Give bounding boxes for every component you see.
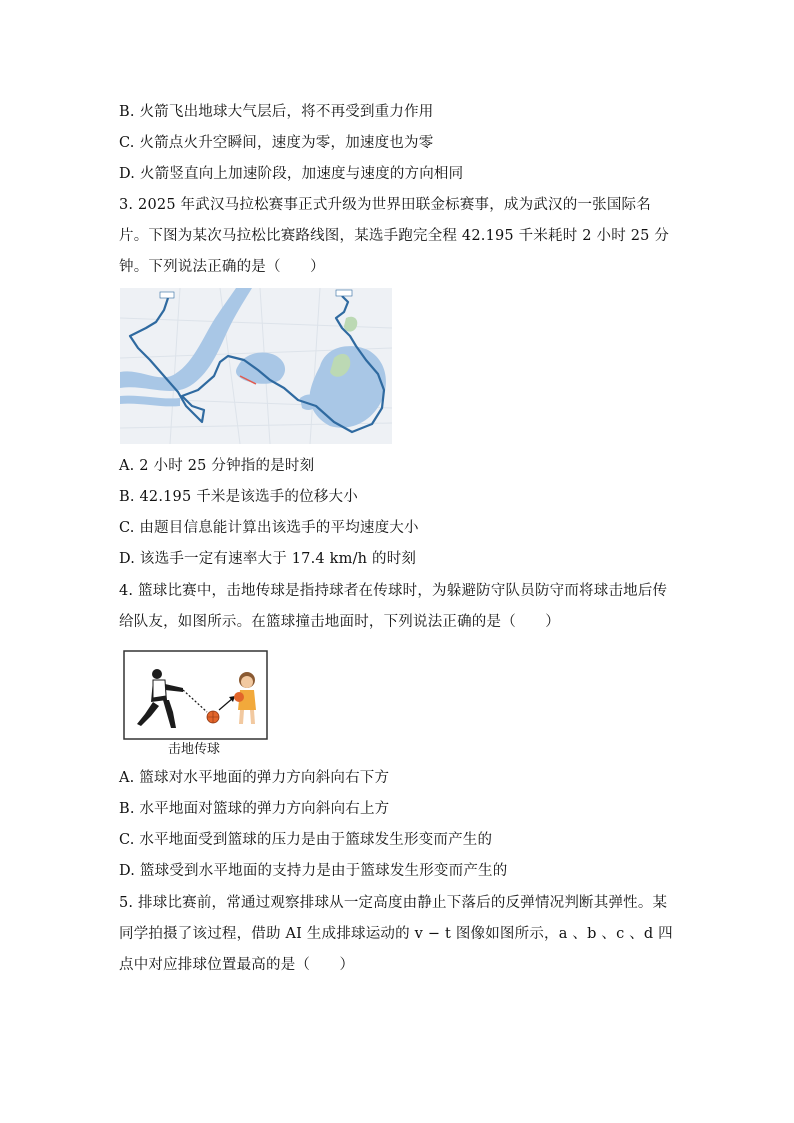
q4-option-b: B. 水平地面对篮球的弹力方向斜向右上方 [119, 801, 390, 817]
q3-stem: 3. 2025 年武汉马拉松赛事正式升级为世界田联金标赛事，成为武汉的一张国际名片。下图为某次马拉松比赛路线图，某选手跑完全程 42.195 千米耗时 2 小时 25 分钟。下列说法正确的是（ ） [119, 197, 670, 275]
q5-stem: 5. 排球比赛前，常通过观察排球从一定高度由静止下落后的反弹情况判断其弹性。某同学拍摄了该过程，借助 AI 生成排球运动的 v − t 图像如图所示，a 、b 、c 、d 四点中对应排球位置最高的是（ ） [119, 895, 673, 973]
q4-option-d: D. 篮球受到水平地面的支持力是由于篮球发生形变而产生的 [119, 863, 508, 879]
q2-option-b: B. 火箭飞出地球大气层后，将不再受到重力作用 [119, 104, 434, 120]
q3-option-c: C. 由题目信息能计算出该选手的平均速度大小 [119, 520, 419, 536]
bounce-pass-figure [123, 650, 268, 740]
q2-option-c: C. 火箭点火升空瞬间，速度为零，加速度也为零 [119, 135, 434, 151]
figure-caption: 击地传球 [168, 742, 221, 757]
q3-option-a: A. 2 小时 25 分钟指的是时刻 [119, 458, 315, 474]
bounce-pass-graphic [123, 650, 268, 740]
q4-stem: 4. 篮球比赛中，击地传球是指持球者在传球时，为躲避防守队员防守而将球击地后传给队友，如图所示。在篮球撞击地面时，下列说法正确的是（ ） [119, 583, 668, 630]
q3-option-d: D. 该选手一定有速率大于 17.4 km/h 的时刻 [119, 551, 417, 567]
q4-option-a: A. 篮球对水平地面的弹力方向斜向右下方 [119, 770, 390, 786]
map-graphic [120, 288, 392, 444]
marathon-route-map [120, 288, 392, 444]
passer-jersey [153, 680, 166, 698]
q3-option-b: B. 42.195 千米是该选手的位移大小 [119, 489, 358, 505]
q4-option-c: C. 水平地面受到篮球的压力是由于篮球发生形变而产生的 [119, 832, 493, 848]
finish-marker [336, 290, 352, 296]
start-marker [160, 292, 174, 298]
q2-option-d: D. 火箭竖直向上加速阶段，加速度与速度的方向相同 [119, 166, 464, 182]
